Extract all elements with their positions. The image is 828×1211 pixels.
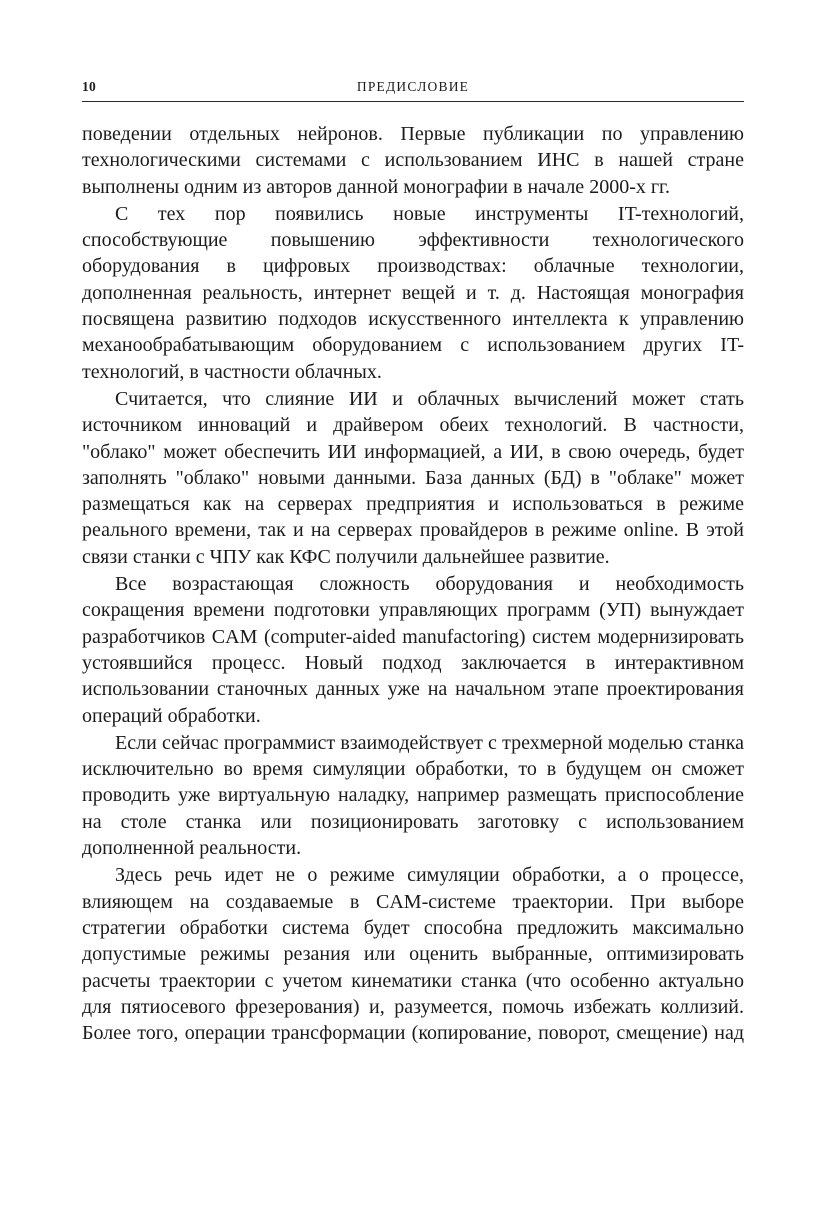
- paragraph-virtual-setup: Если сейчас программист взаимодействует с трехмерной моделью станка исключительно во время симуляции обработки, то в будущем он сможет проводить уже виртуальную наладку, например размещать приспособление на столе станка или позиционировать заготовку с использованием дополненной реальности.: [82, 731, 744, 860]
- paragraph-trajectories: Здесь речь идет не о режиме симуляции обработки, а о процессе, влияющем на создаваемые в CAM-системе траектории. При выборе стратегии обработки система будет способна предложить максимально допустимые режимы резания или оценить выбранные, оптимизировать расчеты траектории с учетом кинематики станка (что особенно актуально для пятиосевого фрезерования) и, разумеется, помочь избежать коллизий. Более того, операции трансформации (копирование, поворот, смещение) над: [82, 864, 744, 1045]
- paragraph-cam-complexity: Все возрастающая сложность оборудования и необходимость сокращения времени подготовки управляющих программ (УП) вынуждает разработчиков CAM (computer-aided manufactoring) систем модернизировать устоявшийся процесс. Новый подход заключается в интерактивном использовании станочных данных уже на начальном этапе проектирования операций обработки.: [82, 573, 744, 727]
- book-page: [82, 0, 744, 1211]
- paragraph-new-tools: С тех пор появились новые инструменты IT-технологий, способствующие повышению эффективности технологического оборудования в цифровых производствах: облачные технологии, дополненная реальность, интернет вещей и т. д. Настоящая монография посвящена развитию подходов искусственного интеллекта к управлению механообрабатывающим оборудованием с использованием других IT-технологий, в частности облачных.: [82, 202, 744, 383]
- body-text: [82, 121, 744, 1046]
- page-number: 10: [82, 79, 97, 94]
- page-header: [82, 79, 744, 102]
- paragraph-cloud-ai: Считается, что слияние ИИ и облачных вычислений может стать источником инноваций и драйвером обеих технологий. В частности, "облако" может обеспечить ИИ информацией, а ИИ, в свою очередь, будет заполнять "облако" новыми данными. База данных (БД) в "облаке" может размещаться как на серверах предприятия и использоваться в режиме реального времени, так и на серверах провайдеров в режиме online. В этой связи станки с ЧПУ как КФС получили дальнейшее развитие.: [82, 387, 744, 568]
- running-title: ПРЕДИСЛОВИЕ: [356, 79, 470, 94]
- paragraph-continued: поведении отдельных нейронов. Первые публикации по управлению технологическими системами с использованием ИНС в нашей стране выполнены одним из авторов данной монографии в начале 2000-х гг.: [82, 123, 744, 198]
